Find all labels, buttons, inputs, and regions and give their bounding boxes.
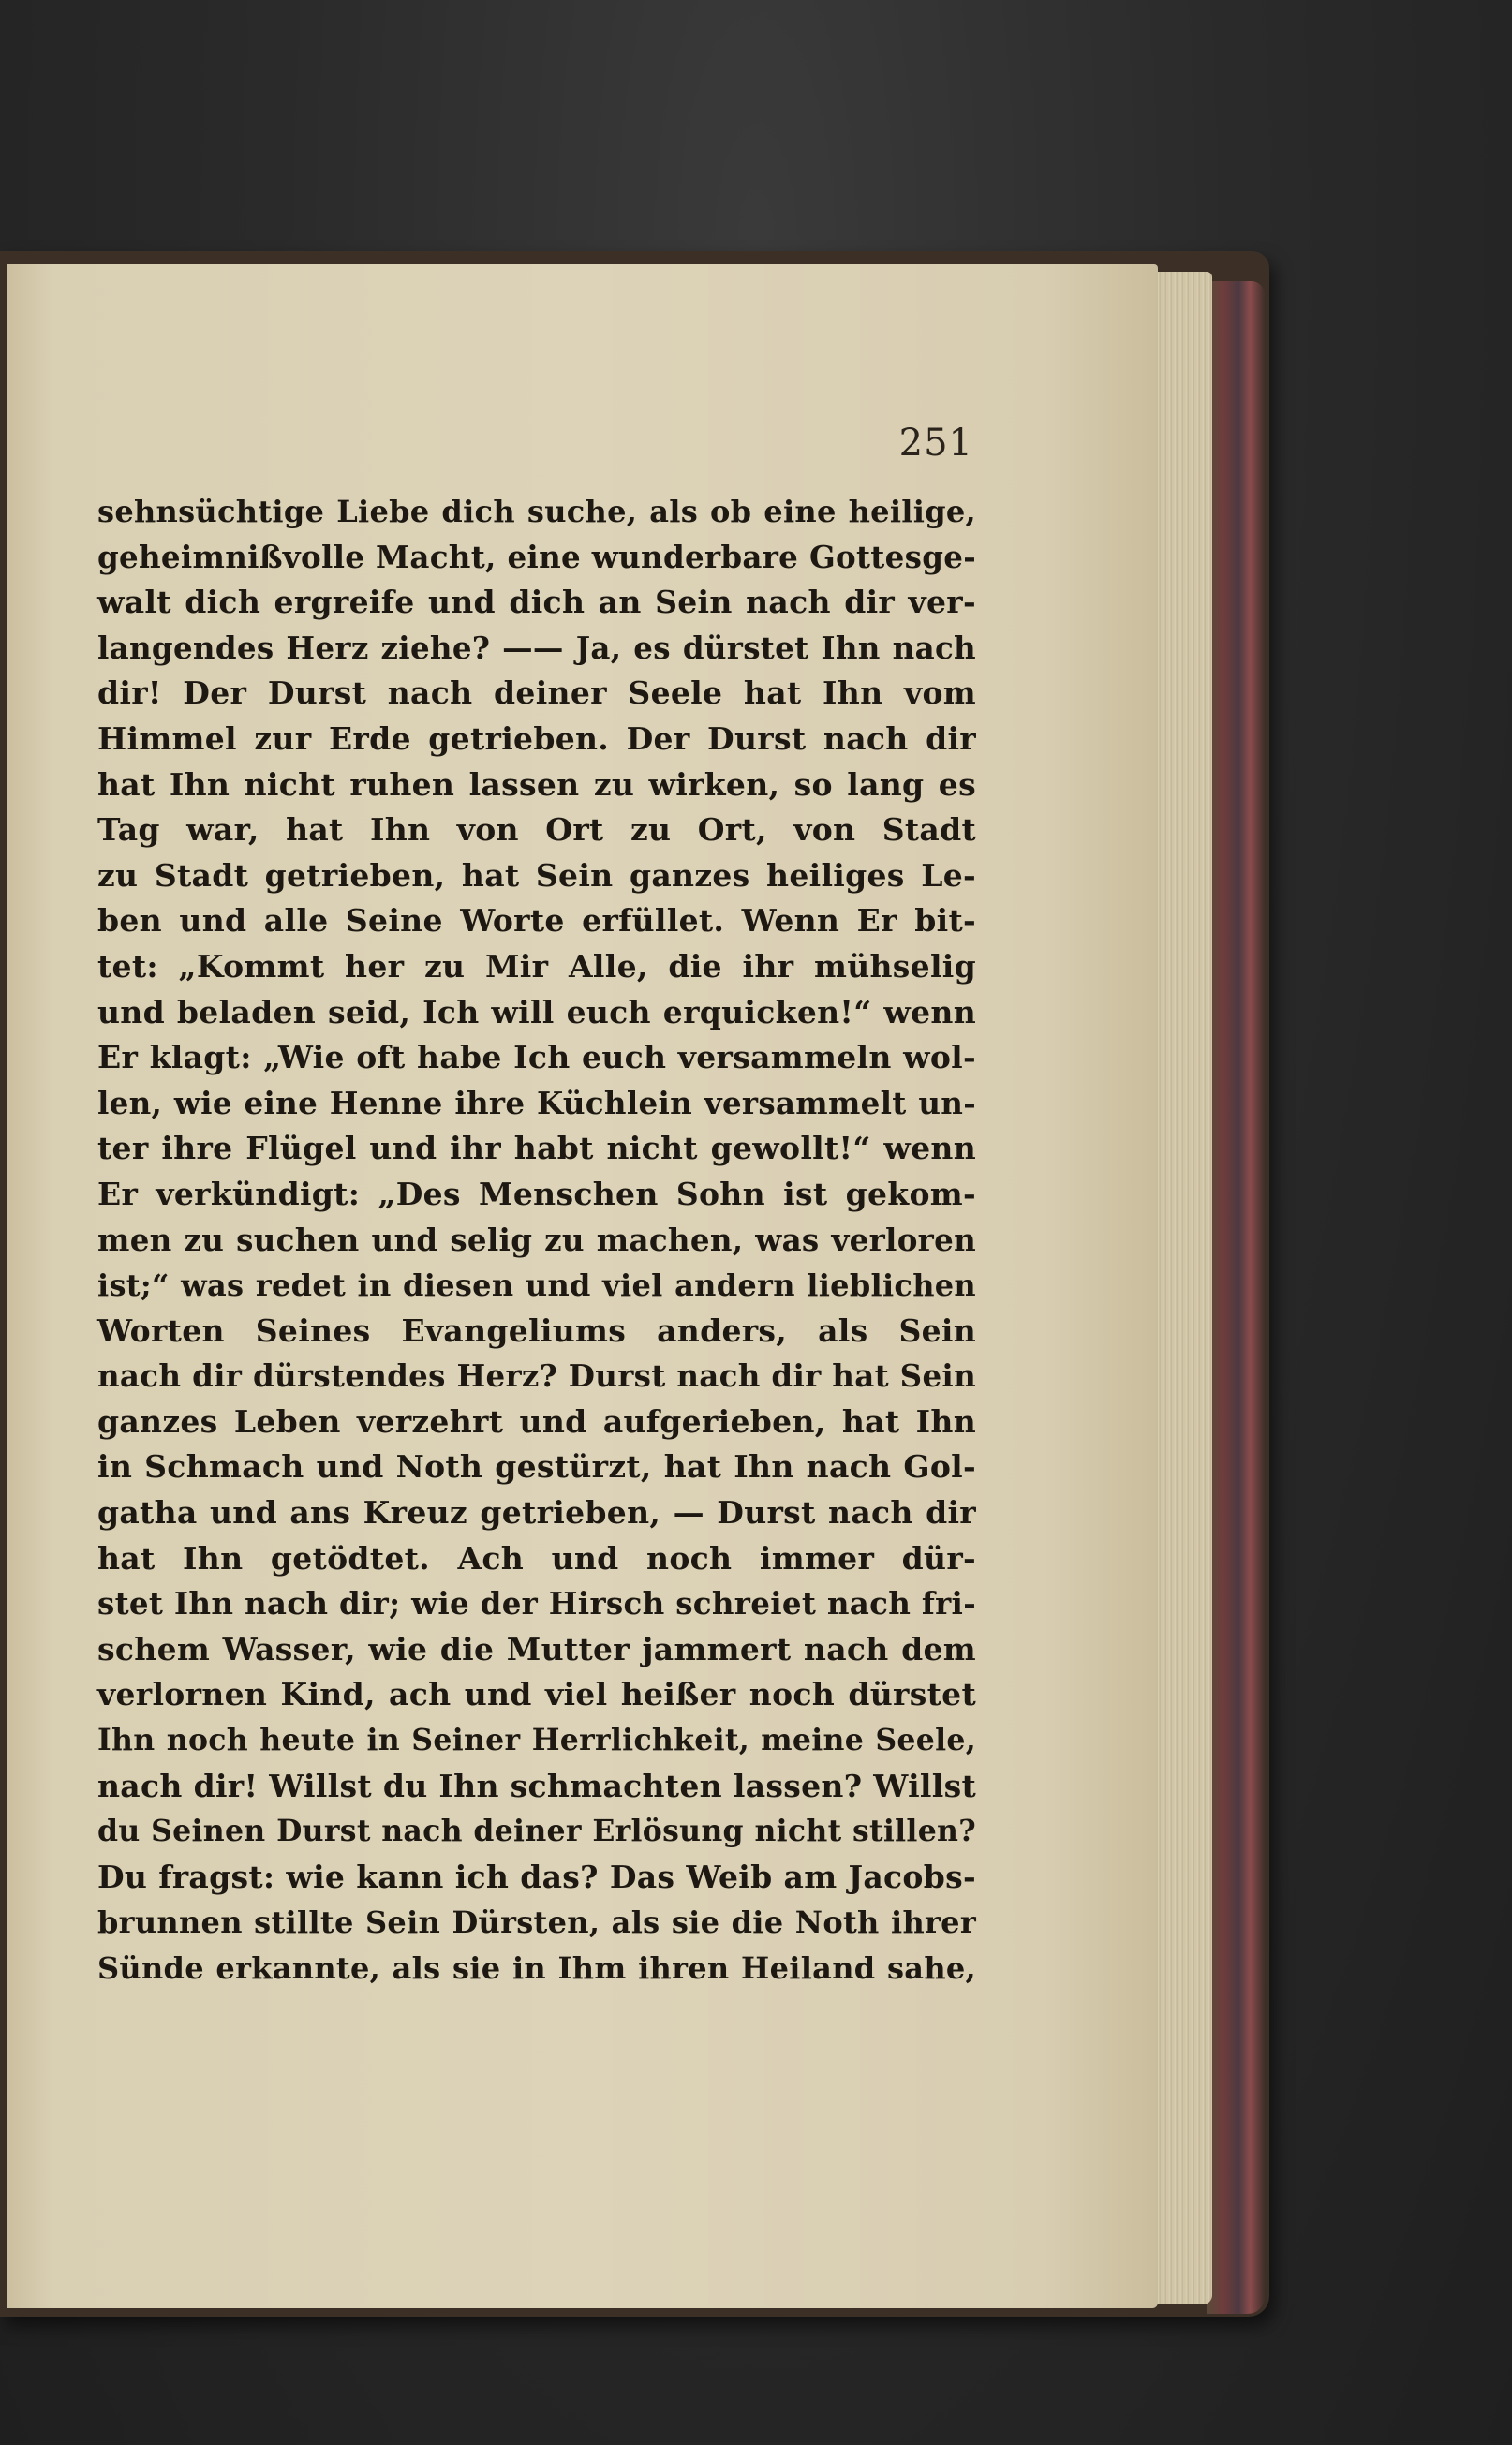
text-line: Sünde erkannte, als sie in Ihm ihren Heiland sahe, bbox=[97, 1950, 976, 1986]
text-line: men zu suchen und selig zu machen, was verloren bbox=[97, 1221, 976, 1258]
text-line: ter ihre Flügel und ihr habt nicht gewollt!“ wenn bbox=[97, 1130, 976, 1167]
text-line: nach dir dürstendes Herz? Durst nach dir hat Sein bbox=[97, 1357, 976, 1395]
text-line: sehnsüchtige Liebe dich suche, als ob eine heilige, bbox=[97, 494, 976, 529]
text-line: Er verkündigt: „Des Menschen Sohn ist gekom- bbox=[97, 1175, 976, 1212]
text-line: ben und alle Seine Worte erfüllet. Wenn Er bit- bbox=[97, 902, 976, 940]
text-line: tet: „Kommt her zu Mir Alle, die ihr mühselig bbox=[97, 947, 976, 985]
text-line: Er klagt: „Wie oft habe Ich euch versammeln wol- bbox=[97, 1039, 976, 1076]
text-line: geheimnißvolle Macht, eine wunderbare Gottesge- bbox=[97, 538, 976, 575]
text-line: dir! Der Durst nach deiner Seele hat Ihn vom bbox=[97, 674, 976, 712]
text-line: zu Stadt getrieben, hat Sein ganzes heiliges Le- bbox=[97, 856, 976, 894]
text-line: hat Ihn nicht ruhen lassen zu wirken, so lang es bbox=[97, 765, 976, 803]
text-line: walt dich ergreife und dich an Sein nach dir ver- bbox=[97, 584, 976, 621]
text-line: Himmel zur Erde getrieben. Der Durst nach dir bbox=[97, 719, 976, 757]
page-number: 251 bbox=[898, 422, 973, 465]
text-line: Ihn noch heute in Seiner Herrlichkeit, meine Seele, bbox=[97, 1723, 976, 1758]
text-line: brunnen stillte Sein Dürsten, als sie die Noth ihrer bbox=[97, 1904, 976, 1941]
text-line: schem Wasser, wie die Mutter jammert nach dem bbox=[97, 1630, 976, 1667]
text-line: gatha und ans Kreuz getrieben, — Durst nach dir bbox=[97, 1494, 976, 1532]
page-text bbox=[97, 489, 976, 1992]
text-line: hat Ihn getödtet. Ach und noch immer dür- bbox=[97, 1539, 976, 1577]
text-line: stet Ihn nach dir; wie der Hirsch schreiet nach fri- bbox=[97, 1585, 976, 1623]
text-line: in Schmach und Noth gestürzt, hat Ihn nach Gol- bbox=[97, 1448, 976, 1486]
text-line: len, wie eine Henne ihre Küchlein versammelt un- bbox=[97, 1084, 976, 1121]
book-cover-edge bbox=[1207, 281, 1265, 2314]
text-line: Du fragst: wie kann ich das? Das Weib am Jacobs- bbox=[97, 1858, 976, 1895]
text-line: Tag war, hat Ihn von Ort zu Ort, von Stadt bbox=[97, 811, 976, 849]
text-line: Worten Seines Evangeliums anders, als Sein bbox=[97, 1311, 976, 1349]
text-line: nach dir! Willst du Ihn schmachten lassen? Willst bbox=[97, 1767, 976, 1804]
text-line: ganzes Leben verzehrt und aufgerieben, hat Ihn bbox=[97, 1402, 976, 1440]
text-line: ist;“ was redet in diesen und viel andern lieblichen bbox=[97, 1267, 976, 1304]
text-line: und beladen seid, Ich will euch erquicken!“ wenn bbox=[97, 993, 976, 1030]
text-line: du Seinen Durst nach deiner Erlösung nicht stillen? bbox=[97, 1814, 976, 1849]
text-line: verlornen Kind, ach und viel heißer noch dürstet bbox=[97, 1676, 976, 1713]
text-line: langendes Herz ziehe? —— Ja, es dürstet Ihn nach bbox=[97, 629, 976, 666]
